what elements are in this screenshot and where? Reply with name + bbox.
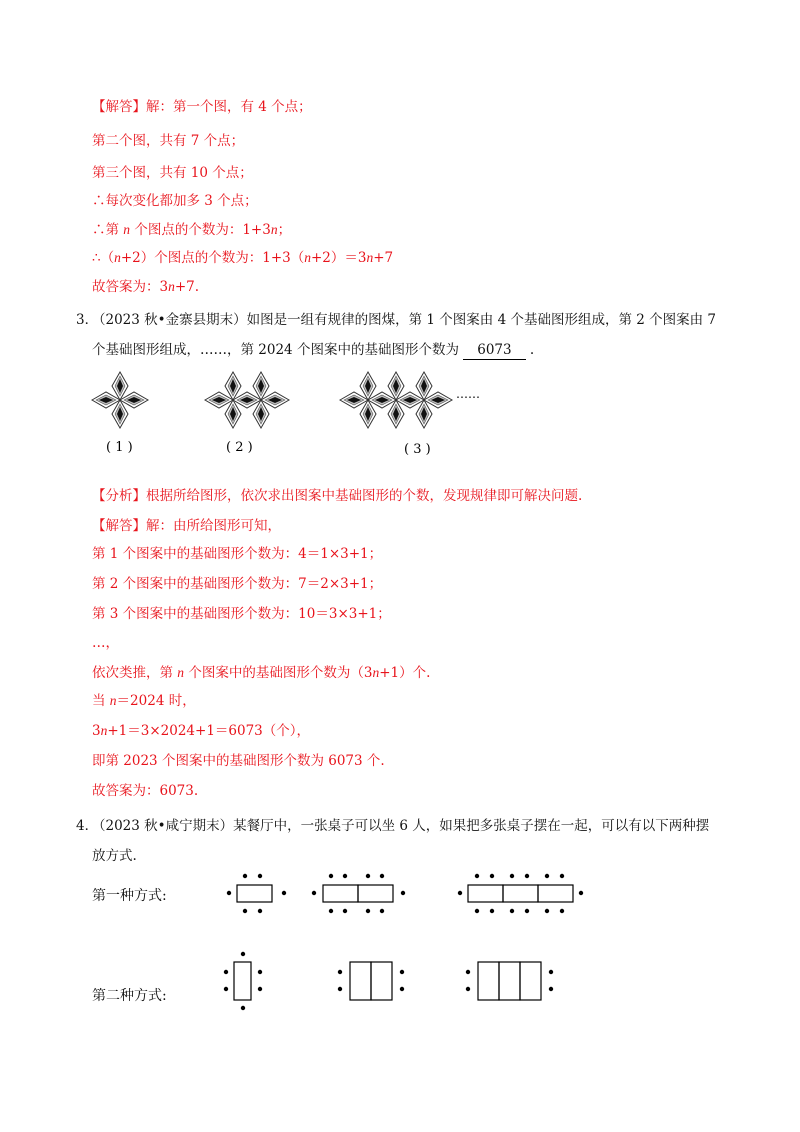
prev-answer-line-1 [92, 98, 312, 116]
table-arrangements [220, 855, 640, 1025]
way1-arrangement-2 [312, 874, 405, 913]
q3-step-4: …， [92, 635, 119, 651]
text-part: 故答案为：3 [92, 279, 169, 295]
q4-number: 4． [76, 818, 99, 834]
q3-solution [92, 517, 281, 535]
q3-step-2: 第 2 个图案中的基础图形个数为：7＝2×3+1； [92, 576, 383, 592]
text-part: ∴（ [92, 250, 115, 266]
text-part: 个图点的个数为：1+3 [130, 222, 271, 238]
text-part: . [525, 342, 535, 358]
way-1-label: 第一种方式: [92, 888, 167, 904]
text-part: 个基础图形组成，……，第 2024 个图案中的基础图形个数为 [92, 342, 464, 358]
text-part: +7. [174, 279, 200, 295]
text-part: ； [277, 222, 292, 238]
q3-when [92, 692, 196, 710]
var-n: n [177, 665, 185, 680]
text-part: +2）＝3 [310, 250, 367, 266]
var-n: n [100, 723, 108, 738]
q3-step-3: 第 3 个图案中的基础图形个数为：10＝3×3+1； [92, 606, 391, 622]
prev-answer-line-3: 第三个图，共有 10 个点； [92, 165, 253, 181]
text-part: 3 [92, 723, 101, 739]
text-part: +1＝3×2024+1＝6073（个）， [107, 723, 311, 739]
var-n: n [114, 250, 121, 265]
caption-2: ( 2 ) [226, 440, 253, 455]
way2-arrangement-2 [338, 962, 404, 1000]
caption-3: ( 3 ) [404, 442, 431, 457]
way2-arrangement-3 [466, 962, 553, 1000]
var-n: n [304, 250, 311, 265]
way2-arrangement-1 [224, 952, 262, 1010]
q3-text-line-2 [92, 341, 534, 360]
var-n: n [168, 279, 175, 294]
pattern-3 [340, 372, 452, 428]
jieda-text: 解：由所给图形可知， [146, 518, 281, 534]
text-part: ＝2024 时， [116, 693, 196, 709]
way-2-label: 第二种方式: [92, 988, 167, 1004]
q3-analysis [92, 487, 582, 505]
jieda-tag: 【解答】 [92, 99, 146, 115]
fenxi-text: 根据所给图形，依次求出图案中基础图形的个数，发现规律即可解决问题. [146, 488, 583, 504]
text-part: 依次类推，第 [92, 665, 178, 681]
jieda-tag: 【解答】 [92, 518, 146, 534]
fenxi-tag: 【分析】 [92, 488, 146, 504]
q3-number: 3． [76, 312, 99, 328]
prev-answer-line-4: ∴每次变化都加多 3 个点； [92, 193, 258, 209]
q3-answer-blank: 6073 [463, 341, 525, 360]
pattern-2 [205, 372, 289, 428]
q4-text-line-1: （2023 秋•咸宁期末）某餐厅中，一张桌子可以坐 6 人，如果把多张桌子摆在一起，可以有以下两种摆 [92, 818, 710, 834]
var-n: n [123, 222, 131, 237]
answer-text: 解：第一个图，有 4 个点； [146, 99, 312, 115]
text-part: +2）个图点的个数为：1+3（ [120, 250, 305, 266]
q3-calc [92, 722, 310, 740]
var-n: n [366, 250, 374, 265]
prev-final-answer [92, 278, 199, 296]
text-part: 当 [92, 693, 110, 709]
prev-answer-line-2: 第二个图，共有 7 个点； [92, 133, 245, 149]
prev-answer-line-5 [92, 221, 291, 239]
q3-final-answer: 故答案为：6073. [92, 783, 199, 799]
pattern-ellipsis: …… [456, 387, 480, 401]
pattern-figure [80, 360, 500, 440]
text-part: ∴第 [92, 222, 124, 238]
var-n: n [109, 693, 117, 708]
way1-arrangement-1 [227, 874, 286, 913]
text-part: 个图案中的基础图形个数为（3 [184, 665, 373, 681]
prev-answer-line-6 [92, 249, 393, 267]
way1-arrangement-3 [458, 874, 583, 913]
q4-text-line-2: 放方式. [92, 848, 137, 864]
q3-step-1: 第 1 个图案中的基础图形个数为：4＝1×3+1； [92, 546, 383, 562]
caption-1: ( 1 ) [106, 440, 133, 455]
text-part: +7 [373, 250, 394, 266]
var-n: n [372, 665, 380, 680]
q3-text-line-1: （2023 秋•金寨县期末）如图是一组有规律的图煤，第 1 个图案由 4 个基础图形组成，第 2 个图案由 7 [92, 312, 717, 328]
q3-infer [92, 664, 430, 682]
text-part: +1）个. [379, 665, 431, 681]
var-n: n [270, 222, 278, 237]
pattern-1 [92, 372, 148, 428]
q3-conclusion: 即第 2023 个图案中的基础图形个数为 6073 个. [92, 753, 385, 769]
